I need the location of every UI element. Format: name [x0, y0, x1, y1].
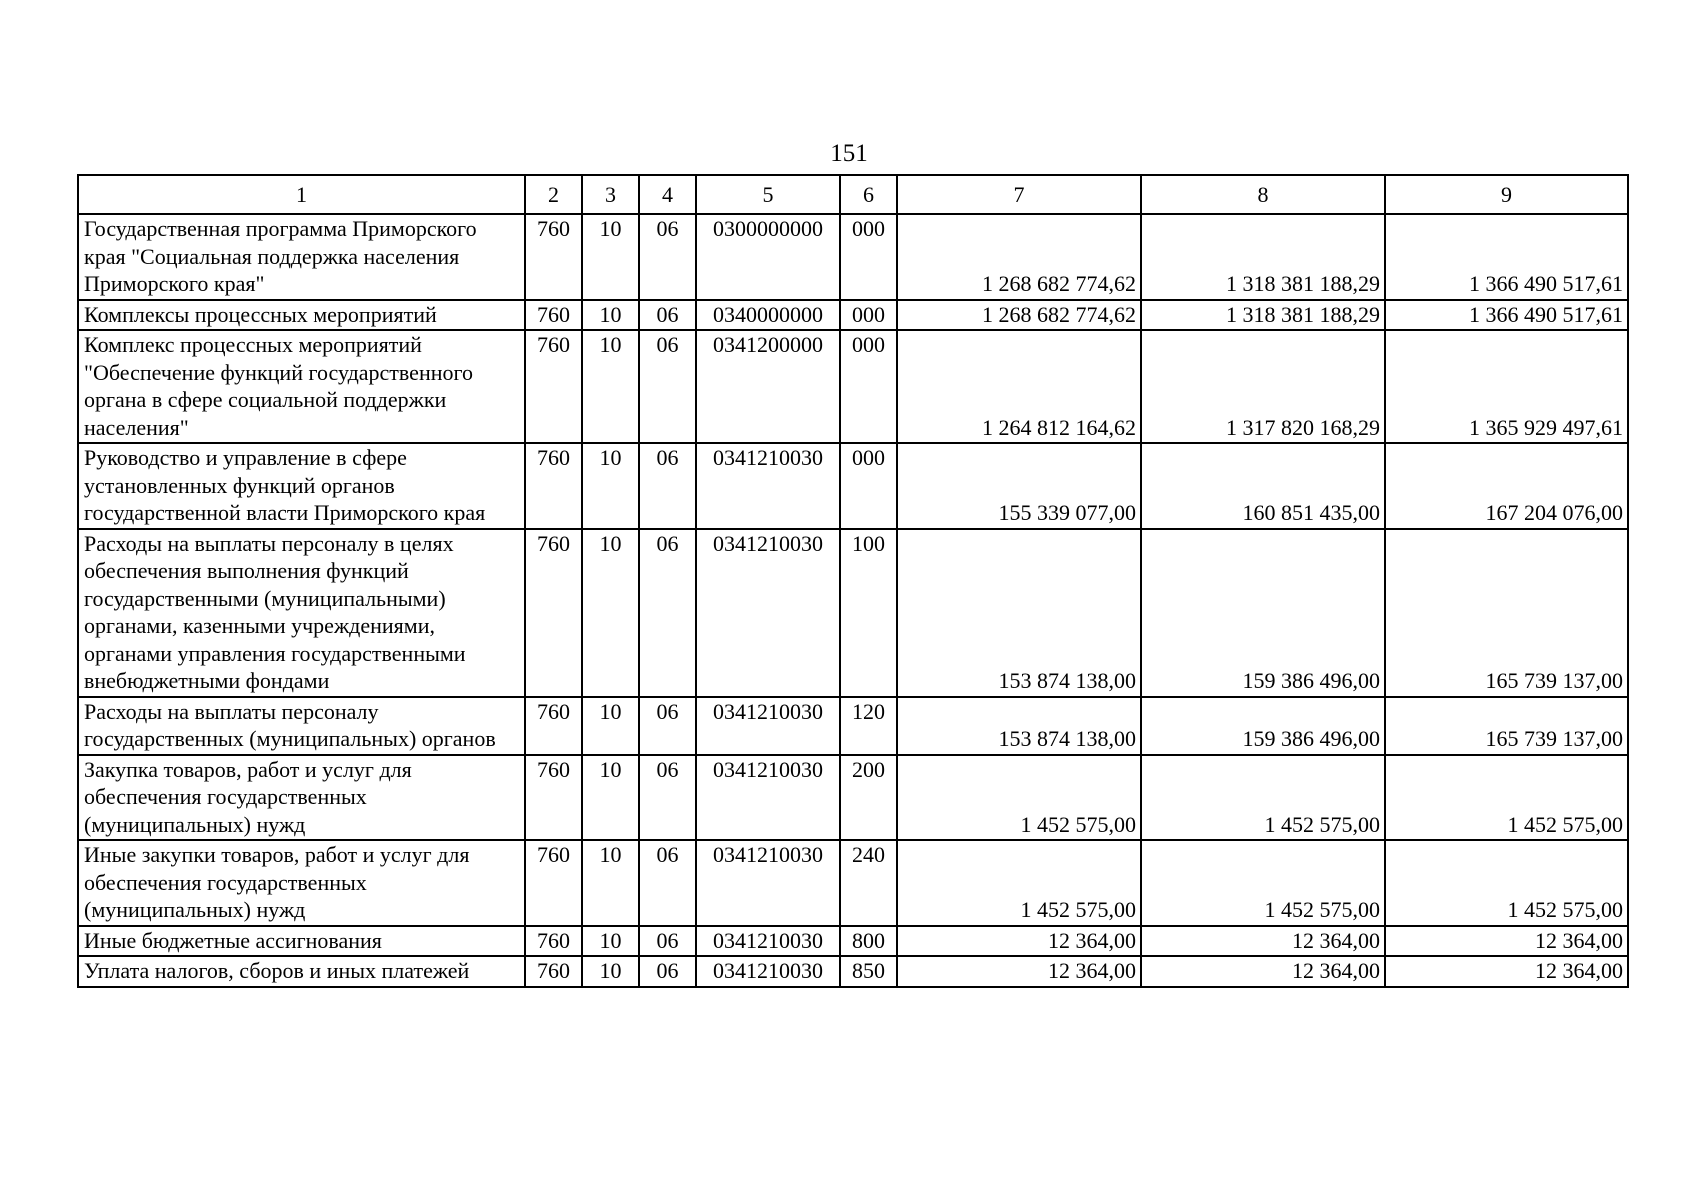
- row-name: Комплекс процессных мероприятий "Обеспечение функций государственного органа в сфере социальной поддержки населения": [78, 330, 525, 443]
- row-col-5: 0300000000: [696, 214, 840, 300]
- column-header: 6: [840, 175, 897, 214]
- row-col-6: 000: [840, 214, 897, 300]
- row-col-6: 000: [840, 443, 897, 529]
- row-col-5: 0341200000: [696, 330, 840, 443]
- table-body: [78, 214, 1628, 987]
- row-name: Руководство и управление в сфере установленных функций органов государственной власти Приморского края: [78, 443, 525, 529]
- row-amount-7: 153 874 138,00: [897, 697, 1141, 755]
- row-col-3: 10: [582, 330, 639, 443]
- row-amount-7: 155 339 077,00: [897, 443, 1141, 529]
- table-row: [78, 529, 1628, 697]
- row-amount-8: 1 318 381 188,29: [1141, 300, 1385, 331]
- row-amount-8: 1 452 575,00: [1141, 755, 1385, 841]
- row-amount-7: 1 452 575,00: [897, 840, 1141, 926]
- row-amount-8: 12 364,00: [1141, 926, 1385, 957]
- row-amount-9: 167 204 076,00: [1385, 443, 1628, 529]
- row-col-5: 0341210030: [696, 956, 840, 987]
- row-col-3: 10: [582, 300, 639, 331]
- row-amount-9: 12 364,00: [1385, 926, 1628, 957]
- table-row: [78, 300, 1628, 331]
- row-amount-7: 12 364,00: [897, 956, 1141, 987]
- column-header: 2: [525, 175, 582, 214]
- row-amount-9: 165 739 137,00: [1385, 697, 1628, 755]
- row-col-2: 760: [525, 956, 582, 987]
- row-amount-8: 159 386 496,00: [1141, 697, 1385, 755]
- row-amount-7: 153 874 138,00: [897, 529, 1141, 697]
- row-amount-9: 165 739 137,00: [1385, 529, 1628, 697]
- row-col-4: 06: [639, 697, 696, 755]
- row-col-2: 760: [525, 214, 582, 300]
- table-row: [78, 443, 1628, 529]
- row-col-3: 10: [582, 214, 639, 300]
- row-col-5: 0341210030: [696, 755, 840, 841]
- row-col-4: 06: [639, 956, 696, 987]
- row-amount-7: 1 268 682 774,62: [897, 214, 1141, 300]
- row-col-5: 0341210030: [696, 697, 840, 755]
- row-name: Расходы на выплаты персоналу государственных (муниципальных) органов: [78, 697, 525, 755]
- row-col-4: 06: [639, 529, 696, 697]
- row-amount-9: 12 364,00: [1385, 956, 1628, 987]
- row-amount-9: 1 365 929 497,61: [1385, 330, 1628, 443]
- row-col-3: 10: [582, 697, 639, 755]
- column-header: 7: [897, 175, 1141, 214]
- row-col-3: 10: [582, 926, 639, 957]
- column-header: 9: [1385, 175, 1628, 214]
- row-col-2: 760: [525, 926, 582, 957]
- row-amount-8: 1 317 820 168,29: [1141, 330, 1385, 443]
- row-col-6: 800: [840, 926, 897, 957]
- row-name: Государственная программа Приморского края "Социальная поддержка населения Приморского края": [78, 214, 525, 300]
- row-col-6: 850: [840, 956, 897, 987]
- row-col-5: 0341210030: [696, 443, 840, 529]
- row-amount-8: 1 452 575,00: [1141, 840, 1385, 926]
- row-col-5: 0340000000: [696, 300, 840, 331]
- row-col-5: 0341210030: [696, 529, 840, 697]
- row-col-2: 760: [525, 330, 582, 443]
- row-amount-7: 12 364,00: [897, 926, 1141, 957]
- column-header: 4: [639, 175, 696, 214]
- row-name: Иные бюджетные ассигнования: [78, 926, 525, 957]
- row-col-6: 100: [840, 529, 897, 697]
- row-col-2: 760: [525, 443, 582, 529]
- row-amount-9: 1 452 575,00: [1385, 755, 1628, 841]
- row-name: Уплата налогов, сборов и иных платежей: [78, 956, 525, 987]
- row-amount-8: 159 386 496,00: [1141, 529, 1385, 697]
- row-amount-8: 12 364,00: [1141, 956, 1385, 987]
- row-col-2: 760: [525, 755, 582, 841]
- row-col-2: 760: [525, 300, 582, 331]
- row-col-4: 06: [639, 330, 696, 443]
- row-col-6: 000: [840, 330, 897, 443]
- row-col-2: 760: [525, 529, 582, 697]
- row-col-4: 06: [639, 214, 696, 300]
- row-col-4: 06: [639, 443, 696, 529]
- row-col-4: 06: [639, 300, 696, 331]
- row-col-2: 760: [525, 840, 582, 926]
- table-row: [78, 214, 1628, 300]
- table-row: [78, 840, 1628, 926]
- table-row: [78, 697, 1628, 755]
- row-col-4: 06: [639, 840, 696, 926]
- row-name: Иные закупки товаров, работ и услуг для обеспечения государственных (муниципальных) нужд: [78, 840, 525, 926]
- row-col-2: 760: [525, 697, 582, 755]
- row-col-6: 240: [840, 840, 897, 926]
- row-col-4: 06: [639, 926, 696, 957]
- row-col-3: 10: [582, 529, 639, 697]
- row-col-6: 200: [840, 755, 897, 841]
- column-header: 5: [696, 175, 840, 214]
- column-header: 8: [1141, 175, 1385, 214]
- column-header: 1: [78, 175, 525, 214]
- row-col-3: 10: [582, 956, 639, 987]
- row-col-4: 06: [639, 755, 696, 841]
- table-row: [78, 956, 1628, 987]
- row-col-5: 0341210030: [696, 840, 840, 926]
- row-amount-9: 1 366 490 517,61: [1385, 300, 1628, 331]
- row-name: Комплексы процессных мероприятий: [78, 300, 525, 331]
- row-col-6: 000: [840, 300, 897, 331]
- column-number-row: [78, 175, 1628, 214]
- row-amount-9: 1 366 490 517,61: [1385, 214, 1628, 300]
- row-col-6: 120: [840, 697, 897, 755]
- row-amount-8: 1 318 381 188,29: [1141, 214, 1385, 300]
- row-amount-7: 1 268 682 774,62: [897, 300, 1141, 331]
- row-amount-9: 1 452 575,00: [1385, 840, 1628, 926]
- page-number: 151: [830, 140, 868, 167]
- row-col-3: 10: [582, 840, 639, 926]
- row-amount-7: 1 452 575,00: [897, 755, 1141, 841]
- column-header: 3: [582, 175, 639, 214]
- budget-table: [77, 174, 1629, 988]
- row-name: Расходы на выплаты персоналу в целях обеспечения выполнения функций государственными (муниципальными) органами, казенными учреждениями, органами управления государственными внебюджетными фондами: [78, 529, 525, 697]
- row-name: Закупка товаров, работ и услуг для обеспечения государственных (муниципальных) нужд: [78, 755, 525, 841]
- table-row: [78, 755, 1628, 841]
- row-col-3: 10: [582, 443, 639, 529]
- table-row: [78, 330, 1628, 443]
- row-amount-7: 1 264 812 164,62: [897, 330, 1141, 443]
- row-col-5: 0341210030: [696, 926, 840, 957]
- row-col-3: 10: [582, 755, 639, 841]
- table-row: [78, 926, 1628, 957]
- row-amount-8: 160 851 435,00: [1141, 443, 1385, 529]
